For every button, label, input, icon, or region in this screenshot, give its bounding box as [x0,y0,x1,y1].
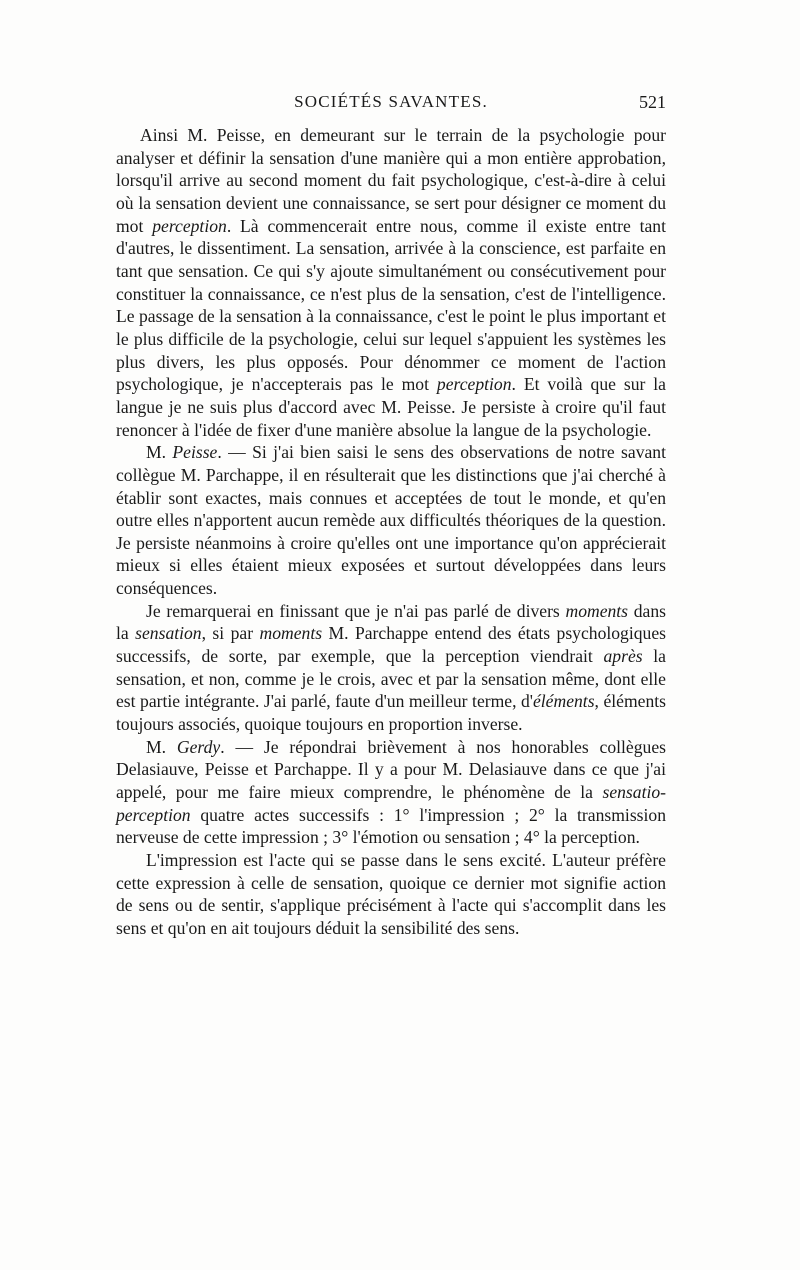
text-run: M. [146,736,177,757]
text-run: , si par [201,623,260,644]
paragraph [116,736,666,849]
text-run: . — Si j'ai bien saisi le sens des observations de notre savant collègue M. Parchappe, il en résulterait que les distinctions que j'ai cherché à établir sont exactes, mais connues et acceptées de tout le monde, et qu'en outre elles n'apportent aucun remède aux difficultés théoriques de la question. Je persiste néanmoins à croire qu'elles ont une importance qu'on apprécierait mieux si elles étaient mieux exposées et surtout développées dans leurs conséquences. [116,442,666,599]
text-run: M. [146,442,173,463]
italic-text: Gerdy [176,736,221,757]
italic-text: moments [565,600,629,621]
italic-text: éléments [532,691,595,712]
text-run: . — Je répondrai brièvement à nos honorables collègues Delasiauve, Peisse et Parchappe. Il y a pour M. Delasiauve dans ce que j'ai appelé, pour me faire mieux comprendre, le phénomène de la [116,736,666,803]
text-run: Je remarquerai en finissant que je n'ai pas parlé de divers [146,600,566,621]
text-run: . Là commencerait entre nous, comme il existe entre tant d'autres, le dissentiment. La sensation, arrivée à la conscience, est parfaite en tant que sensation. Ce qui s'y ajoute simultanément ou consécutivement pour constituer la connaissance, ce n'est plus de la sensation, c'est de l'intelligence. Le passage de la sensation à la connaissance, c'est le point le plus important et le plus difficile de la psychologie, celui sur lequel s'appuient les systèmes les plus divers, les plus opposés. Pour dénommer ce moment de l'action psychologique, je n'accepterais pas le mot [116,215,666,395]
running-title: SOCIÉTÉS SAVANTES. [294,92,488,111]
text-run: . Et voilà que sur la langue je ne suis plus d'accord avec M. Peisse. Je persiste à croire qu'il faut renoncer à l'idée de fixer d'une manière absolue la langue de la psychologie. [116,374,666,440]
italic-text: Peisse [172,442,218,463]
text-run: , éléments toujours associés, quoique toujours en proportion inverse. [116,691,666,735]
paragraph [116,600,666,736]
italic-text: perception [436,374,512,395]
italic-text: sensatio-perception [116,782,666,825]
body-text [116,124,666,940]
paragraph [116,849,666,940]
text-run: L'impression est l'acte qui se passe dans le sens excité. L'auteur préfère cette expression à celle de sensation, quoique ce dernier mot signifie action de sens ou de sentir, s'applique précisément à l'acte qui s'accomplit dans les sens et qu'on en ait toujours déduit la sensibilité des sens. [116,850,666,938]
running-header [116,92,666,114]
text-run: quatre actes successifs : 1° l'impression ; 2° la transmission nerveuse de cette impression ; 3° l'émotion ou sensation ; 4° la perception. [116,804,666,848]
text-run: dans la [116,600,666,644]
page-number: 521 [639,92,666,112]
text-run: Ainsi M. Peisse, en demeurant sur le terrain de la psychologie pour analyser et définir la sensation d'une manière qui a mon entière approbation, lorsqu'il arrive au second moment du fait psychologique, c'est-à-dire à celui où la sensation devient une connaissance, se sert pour désigner ce moment du mot [116,125,666,236]
paragraph [116,124,666,441]
paragraph [116,441,666,600]
italic-text: perception [152,215,227,236]
italic-text: sensation [135,623,202,644]
text-run: M. Parchappe entend des états psychologiques successifs, de sorte, par exemple, que la perception viendrait [116,623,666,667]
text-run: la sensation, et non, comme je le crois, avec et par la sensation même, dont elle est partie intégrante. J'ai parlé, faute d'un meilleur terme, d' [116,646,666,712]
italic-text: après [603,646,643,667]
italic-text: moments [259,623,323,644]
